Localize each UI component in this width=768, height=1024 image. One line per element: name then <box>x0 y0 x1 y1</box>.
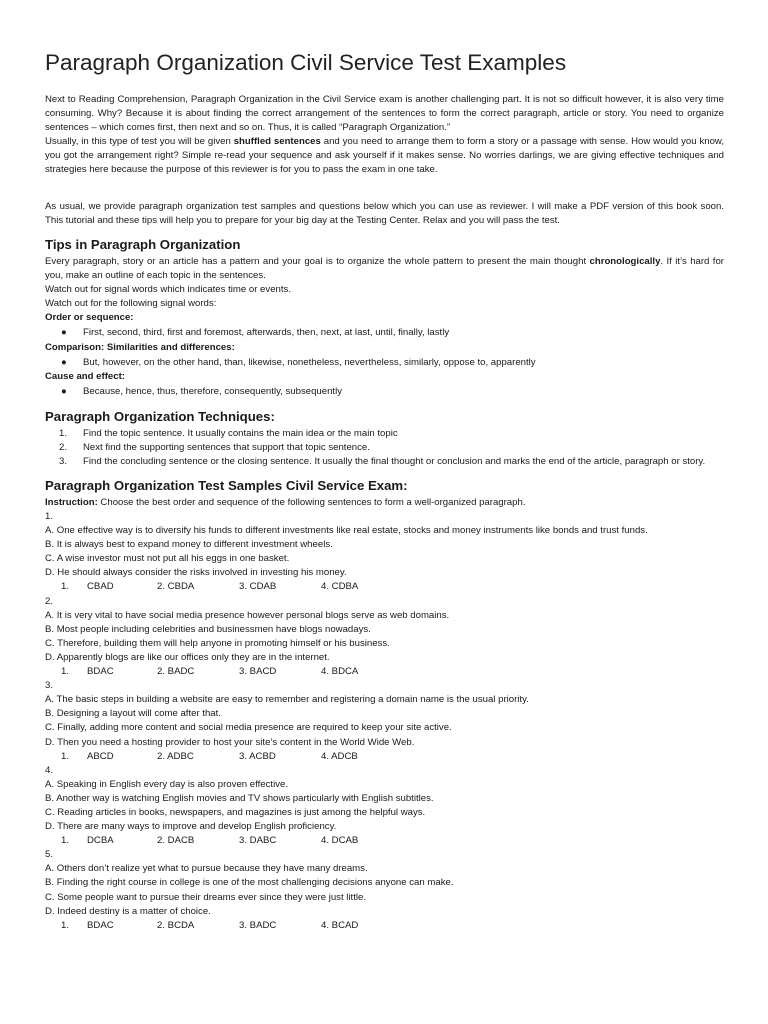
question-sentence: D. There are many ways to improve and develop English proficiency. <box>45 821 337 833</box>
question-sentence: A. Others don’t realize yet what to pursue because they have many dreams. <box>45 863 368 875</box>
bullet-item-cause <box>45 384 724 400</box>
option-list-marker: 1. <box>61 666 70 678</box>
answer-option: 2. ADBC <box>157 750 194 762</box>
answer-options <box>45 580 724 594</box>
answer-option: 2. CBDA <box>157 581 195 593</box>
bullet-text: Because, hence, thus, therefore, consequently, subsequently <box>83 386 343 398</box>
tips-heading: Tips in Paragraph Organization <box>45 236 241 252</box>
answer-option: 2. BADC <box>157 666 195 678</box>
answer-option: 2. DACB <box>157 835 195 847</box>
question-sentence: A. Speaking in English every day is also proven effective. <box>45 778 289 790</box>
answer-option: 4. BDCA <box>321 666 359 678</box>
question-sentence: C. Finally, adding more content and social media presence are required to keep your site active. <box>45 722 452 734</box>
techniques-heading: Paragraph Organization Techniques: <box>45 408 275 424</box>
answer-option: BDAC <box>87 666 114 678</box>
technique-number: 3. <box>59 455 68 467</box>
bullet-item-comparison <box>45 355 724 371</box>
question-sentence: A. It is very vital to have social media presence however personal blogs serve as web domains. <box>45 609 450 621</box>
instruction-text: Choose the best order and sequence of the following sentences to form a well-organized paragraph. <box>97 496 526 508</box>
technique-text: Find the topic sentence. It usually contains the main idea or the main topic <box>83 427 398 439</box>
samples-heading: Paragraph Organization Test Samples Civil Service Exam: <box>45 477 408 493</box>
bullet-icon: ● <box>61 356 67 368</box>
question-sentence: B. It is always best to expand money to different investment wheels. <box>45 539 333 551</box>
answer-options <box>45 834 724 848</box>
bullet-item-order <box>45 325 724 341</box>
technique-text: Find the concluding sentence or the closing sentence. It usually the final thought or conclusion and marks the end of the article, paragraph or story. <box>83 455 706 467</box>
technique-number: 2. <box>59 441 68 453</box>
intro-paragraph-2 <box>45 135 724 177</box>
answer-option: 3. BACD <box>239 666 277 678</box>
tips-paragraph <box>45 255 724 283</box>
question-sentence: A. One effective way is to diversify his funds to different investments like real estate, stocks and money instruments like bonds and trust funds. <box>45 525 648 537</box>
answer-option: CBAD <box>87 581 114 593</box>
answer-option: BDAC <box>87 919 114 931</box>
bullet-text: First, second, third, first and foremost, afterwards, then, next, at last, until, finally, lastly <box>83 327 450 339</box>
option-list-marker: 1. <box>61 750 70 762</box>
question-number: 1. <box>45 511 54 522</box>
answer-option: DCBA <box>87 835 114 847</box>
answer-option: 4. BCAD <box>321 919 359 931</box>
instruction-label: Instruction: <box>45 496 98 508</box>
answer-options <box>45 665 724 679</box>
question-sentence: A. The basic steps in building a website are easy to remember and registering a domain name is the usual priority. <box>45 694 529 706</box>
tips-text-a: Every paragraph, story or an article has a pattern and your goal is to organize the whole pattern to present the main thought <box>45 255 590 267</box>
option-list-marker: 1. <box>61 919 70 931</box>
answer-option: ABCD <box>87 750 114 762</box>
tips-bold: chronologically <box>589 255 661 267</box>
intro-p2-bold: shuffled sentences <box>233 136 321 148</box>
answer-option: 4. CDBA <box>321 581 359 593</box>
question-sentence: B. Most people including celebrities and businessmen have blogs nowadays. <box>45 623 371 635</box>
question-sentence: B. Designing a layout will come after that. <box>45 708 221 720</box>
intro-paragraph-1: Next to Reading Comprehension, Paragraph Organization in the Civil Service exam is another challenging part. It is not so difficult however, it is also very time consuming. Why? Because it is about finding the correct arrangement of the sentences to form the correct paragraph, article or story. You need to organize sentences – which comes first, then next and so on. Thus, it is called “Paragraph Organization.” <box>45 94 724 134</box>
group-label-comparison: Comparison: Similarities and differences: <box>45 341 235 353</box>
technique-number: 1. <box>59 427 68 439</box>
tips-text-b: . If it’s hard for you, make an outline of each topic in the sentences. <box>45 255 724 281</box>
page-title: Paragraph Organization Civil Service Test Examples <box>45 50 567 75</box>
bullet-icon: ● <box>61 327 67 339</box>
question-number: 4. <box>45 764 54 776</box>
answer-option: 3. ACBD <box>239 750 276 762</box>
intro-paragraph-3: As usual, we provide paragraph organization test samples and questions below which you can use as reviewer. I will make a PDF version of this book soon. This tutorial and these tips will help you to prepare for your big day at the Testing Center. Relax and you will pass the test. <box>45 200 724 226</box>
tips-line-2: Watch out for the following signal words: <box>45 298 217 310</box>
answer-option: 4. ADCB <box>321 750 358 762</box>
answer-options <box>45 750 724 764</box>
spacer <box>45 178 724 200</box>
question-sentence: C. Reading articles in books, newspapers, and magazines is just among the helpful ways. <box>45 806 426 818</box>
bullet-text: But, however, on the other hand, than, likewise, nonetheless, nevertheless, similarly, oppose to, apparently <box>83 356 536 368</box>
question-number: 3. <box>45 680 54 692</box>
technique-item <box>45 455 724 469</box>
question-sentence: C. Therefore, building them will help anyone in promoting himself or his business. <box>45 637 390 649</box>
group-label-order: Order or sequence: <box>45 312 134 324</box>
question-sentence: D. Indeed destiny is a matter of choice. <box>45 905 211 917</box>
question-number: 2. <box>45 595 54 607</box>
answer-option: 3. DABC <box>239 835 277 847</box>
answer-options <box>45 919 724 933</box>
answer-option: 2. BCDA <box>157 919 195 931</box>
technique-item <box>45 427 724 441</box>
answer-option: 3. BADC <box>239 919 277 931</box>
option-list-marker: 1. <box>61 835 70 847</box>
answer-option: 3. CDAB <box>239 581 277 593</box>
instruction-line <box>45 496 724 510</box>
group-label-cause: Cause and effect: <box>45 371 125 383</box>
question-sentence: B. Another way is watching English movies and TV shows particularly with English subtitles. <box>45 792 434 804</box>
question-sentence: D. Apparently blogs are like our offices only they are in the internet. <box>45 651 330 663</box>
intro-p2-text-b: and you need to arrange them to form a story or a passage with sense. How would you know, you got the arrangement right? Simple re-read your sequence and ask yourself if it makes sense. No worries darlings, we are giving effective techniques and strategies here because the purpose of this reviewer is for you to pass the exam in one take. <box>45 136 724 176</box>
technique-item <box>45 441 724 455</box>
question-list <box>45 510 724 933</box>
intro-p2-text-a: Usually, in this type of test you will be given <box>45 136 234 148</box>
bullet-icon: ● <box>61 386 67 398</box>
question-sentence: B. Finding the right course in college is one of the most challenging decisions anyone can make. <box>45 877 454 889</box>
technique-text: Next find the supporting sentences that support that topic sentence. <box>83 441 370 453</box>
question-sentence: D. He should always consider the risks involved in investing his money. <box>45 567 347 579</box>
answer-option: 4. DCAB <box>321 835 359 847</box>
question-sentence: C. A wise investor must not put all his eggs in one basket. <box>45 553 290 565</box>
option-list-marker: 1. <box>61 581 70 593</box>
question-number: 5. <box>45 849 54 861</box>
question-sentence: C. Some people want to pursue their dreams ever since they were just little. <box>45 891 367 903</box>
question-sentence: D. Then you need a hosting provider to host your site’s content in the World Wide Web. <box>45 736 415 748</box>
tips-line-1: Watch out for signal words which indicates time or events. <box>45 283 291 295</box>
